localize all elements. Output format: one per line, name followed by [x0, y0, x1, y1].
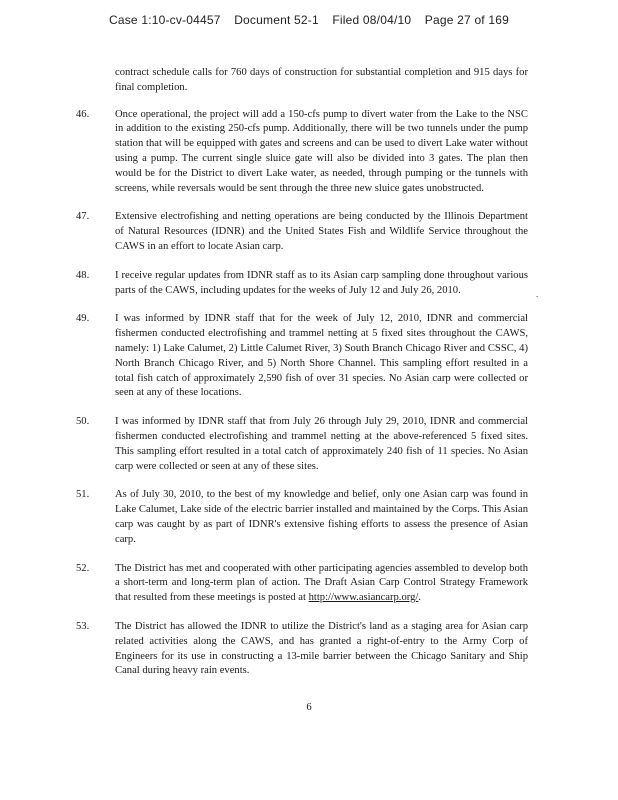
paragraph-text: The District has met and cooperated with other participating agencies assembled to develop both a short-term and long-term plan of action. The Draft Asian Carp Control Strategy Framework that resulted from these meetings is posted at: [115, 562, 528, 604]
filed-date: Filed 08/04/10: [332, 13, 412, 27]
margin-mark: .: [536, 289, 539, 299]
paragraph-number: 53.: [76, 620, 90, 632]
paragraph-text: The District has allowed the IDNR to utilize the District's land as a staging area for Asian carp related activities along the CAWS, and has granted a right-of-entry to the Army Corp of Engineers for its use in constructing a 13-mile barrier between the Chicago Sanitary and Ship Canal during heavy rain events.: [115, 620, 528, 677]
paragraph-number: 48.: [76, 269, 90, 281]
paragraph-text: I was informed by IDNR staff that from July 26 through July 29, 2010, IDNR and commercial fishermen conducted electrofishing and trammel netting at the above-referenced 5 fixed sites. This sampling effort resulted in a total catch of approximately 240 fish of 11 species. No Asian carp were collected or seen at any of these sites.: [115, 416, 528, 472]
paragraph-text: I was informed by IDNR staff that for the week of July 12, 2010, IDNR and commercial fishermen conducted electrofishing and trammel netting at 5 fixed sites throughout the CAWS, namely: 1) Lake Calumet, 2) Little Calumet River, 3) South Branch Chicago River and CSSC, 4) North Branch Chicago River, and 5) North Shore Channel. This sampling effort resulted in a total fish catch of approximately 2,590 fish of over 31 species. No Asian carp were collected or seen at any of these locations.: [115, 313, 528, 399]
paragraph-text: Once operational, the project will add a 150-cfs pump to divert water from the Lake to the NSC in addition to the existing 250-cfs pump. Additionally, there will be two tunnels under the pump station that will be equipped with gates and screens and can be used to divert Lake water without using a pump. The current single sluice gate will also be divided into 3 gates. The plan then would be for the District to divert Lake water, as needed, through pumping or the tunnels with screens, while reversals would be sent through the three new sluice gates unobstructed.: [115, 108, 528, 194]
filing-header: [0, 13, 618, 27]
paragraph-text: I receive regular updates from IDNR staff as to its Asian carp sampling done throughout various parts of the CAWS, including updates for the weeks of July 12 and July 26, 2010.: [115, 269, 528, 296]
document-number: Document 52-1: [234, 13, 319, 27]
paragraph-52: [76, 562, 528, 606]
paragraph-46: [76, 108, 528, 197]
paragraph-number: 52.: [76, 562, 90, 574]
paragraph-number: 47.: [76, 211, 90, 223]
paragraph-49: [76, 312, 528, 401]
page-count: Page 27 of 169: [424, 13, 510, 27]
asiancarp-link[interactable]: http://www.asiancarp.org/: [308, 592, 419, 604]
paragraph-53: [76, 620, 528, 679]
paragraph-number: 51.: [76, 489, 90, 501]
paragraph-text: Extensive electrofishing and netting operations are being conducted by the Illinois Department of Natural Resources (IDNR) and the United States Fish and Wildlife Service throughout the CAWS in an effort to locate Asian carp.: [115, 211, 528, 252]
paragraph-text: As of July 30, 2010, to the best of my knowledge and belief, only one Asian carp was found in Lake Calumet, Lake side of the electric barrier installed and maintained by the Corps. This Asian carp was caught by as part of IDNR's extensive fishing efforts to assess the presence of Asian carp.: [115, 489, 528, 545]
case-number: Case 1:10-cv-04457: [108, 13, 221, 27]
continued-paragraph: contract schedule calls for 760 days of construction for substantial completion and 915 days for final completion.: [115, 67, 528, 93]
document-body: [76, 66, 528, 679]
paragraph-number: 46.: [76, 108, 90, 120]
paragraph-47: [76, 210, 528, 254]
paragraph-tail: .: [418, 592, 421, 604]
paragraph-51: [76, 488, 528, 547]
paragraph-50: [76, 415, 528, 474]
page-number: 6: [306, 702, 312, 713]
paragraph-number: 49.: [76, 313, 90, 325]
paragraph-number: 50.: [76, 416, 90, 428]
paragraph-48: [76, 269, 528, 299]
